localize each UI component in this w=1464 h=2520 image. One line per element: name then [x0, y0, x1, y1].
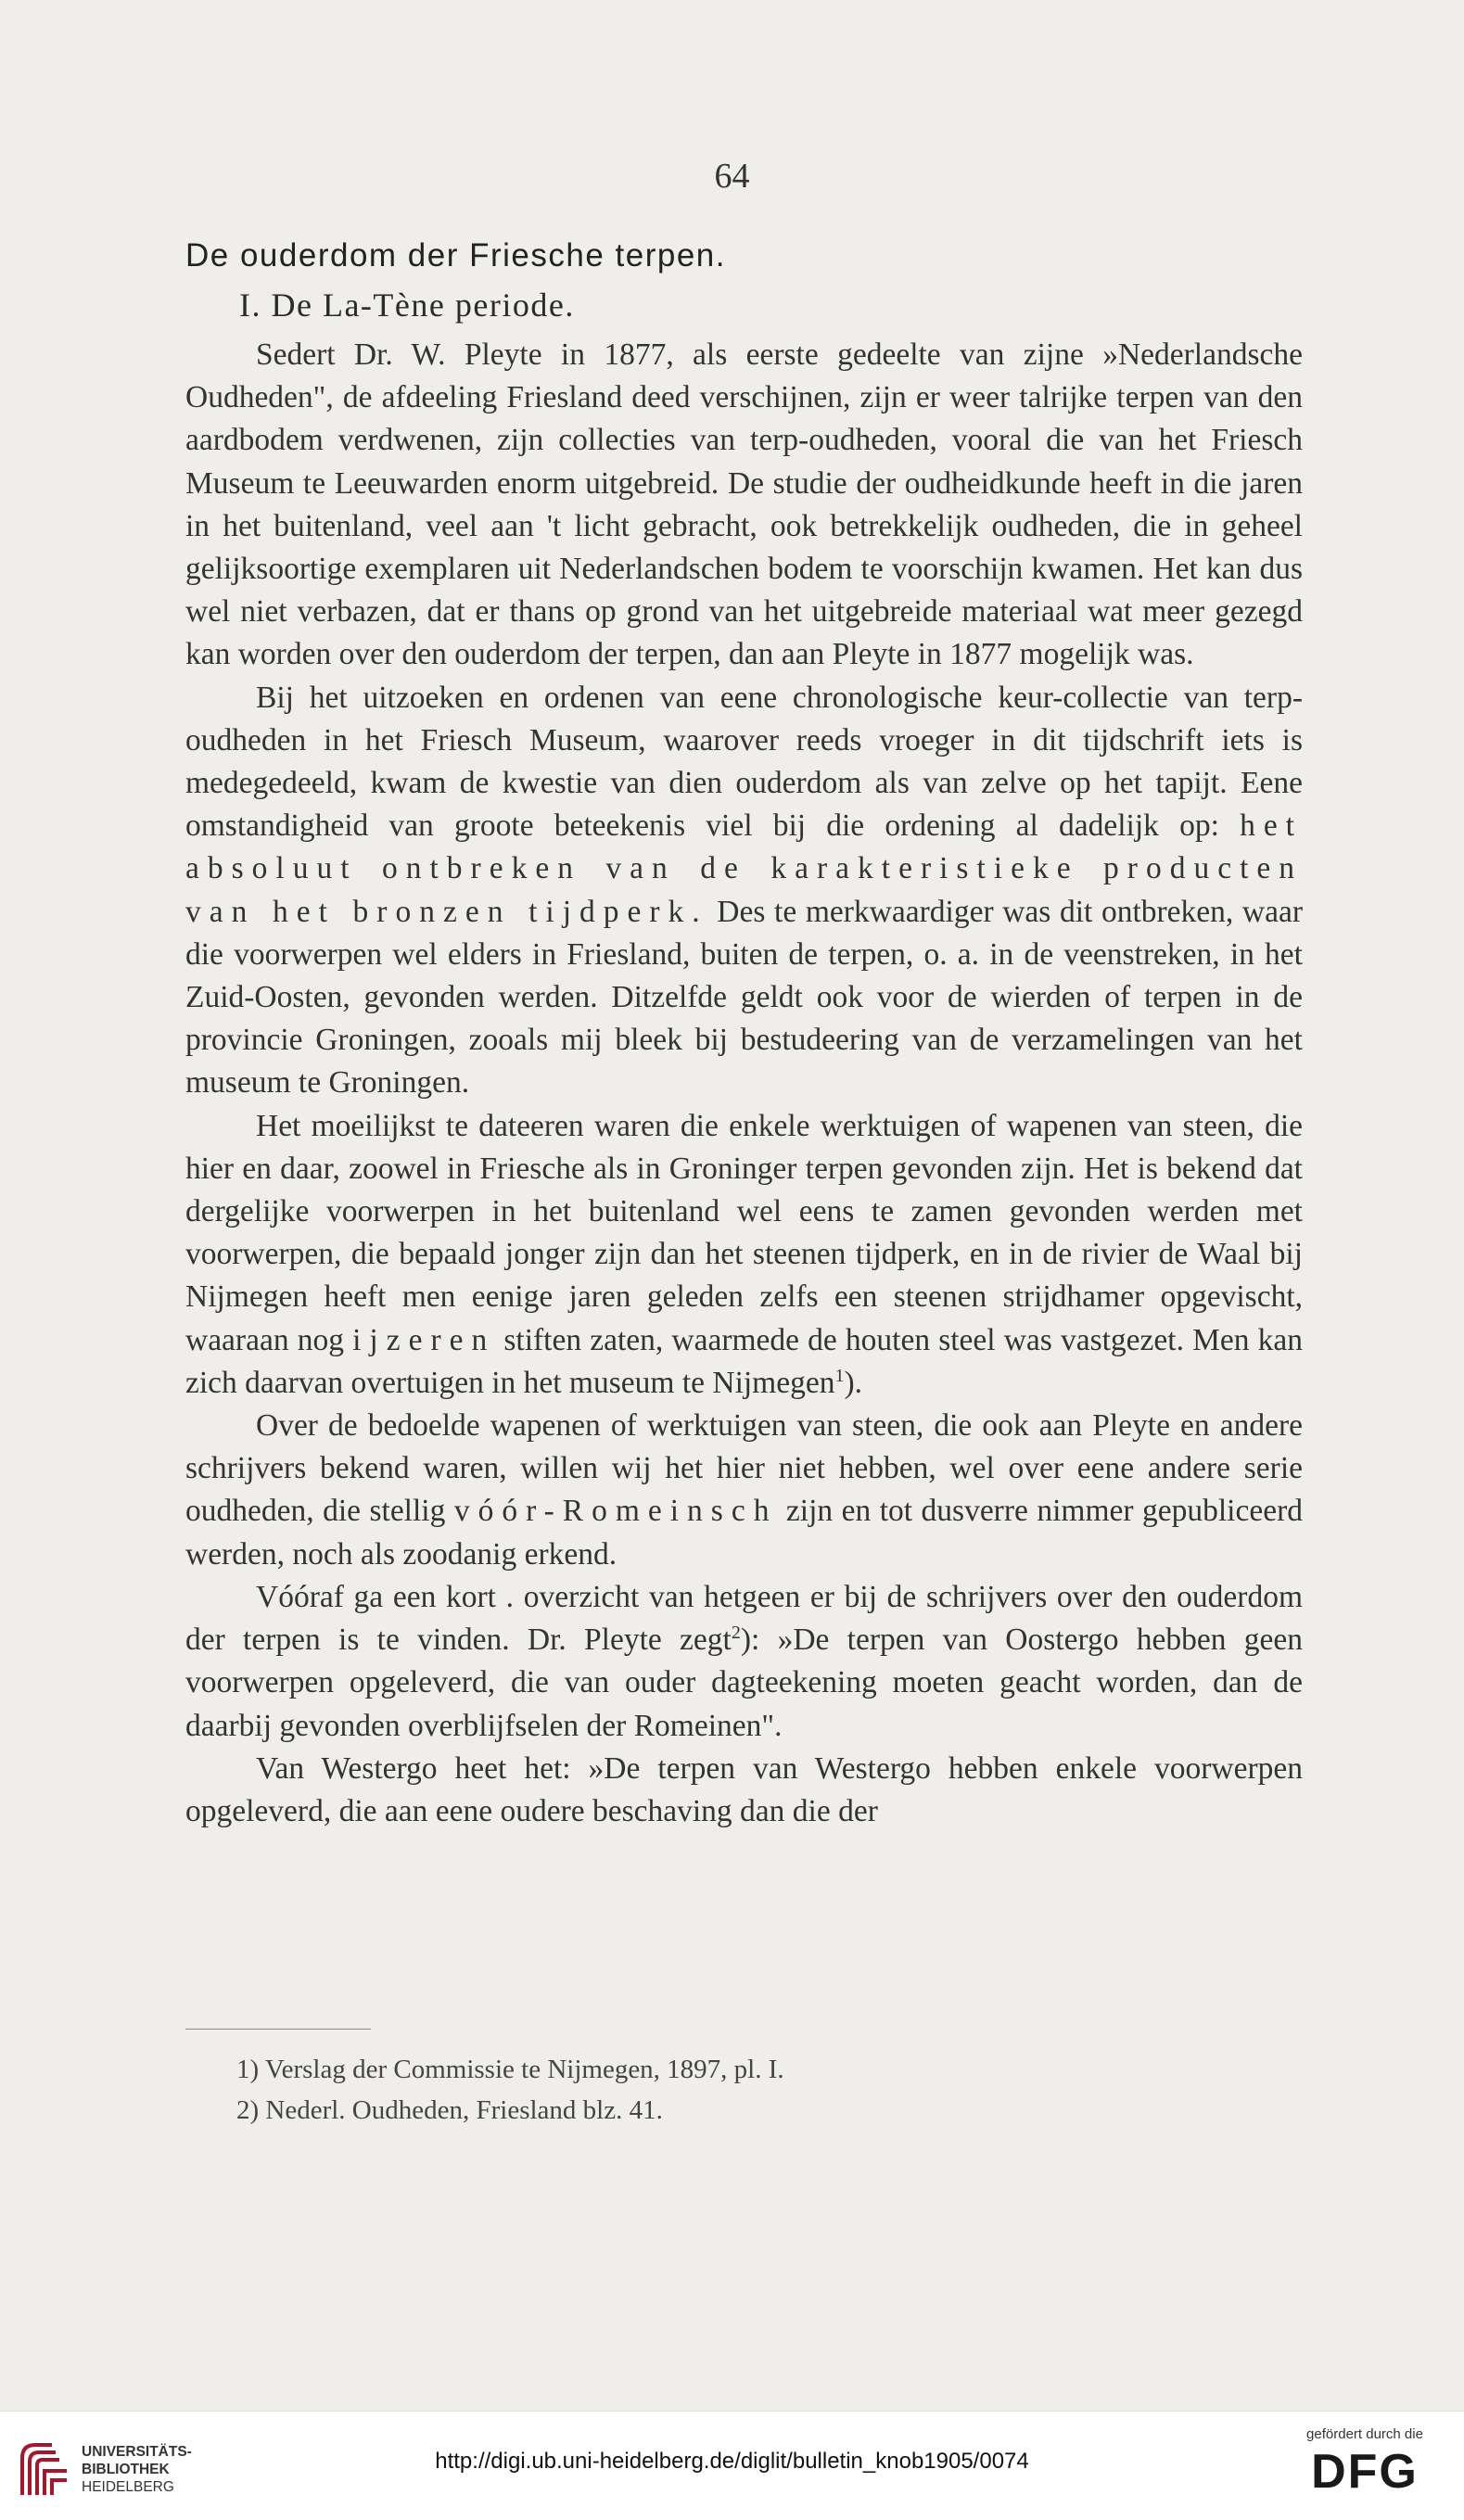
viewer-footer	[0, 2411, 1464, 2520]
institution-line: BIBLIOTHEK	[82, 2462, 170, 2477]
footnote-marker[interactable]: 1	[834, 1365, 845, 1386]
paragraph-text: Het moeilijkst te dateeren waren die enkele werktuigen of wapenen van steen, die hier en daar, zoowel in Friesche als in Groninger terpen gevonden zijn. Het is bekend dat dergelijke voorwerpen in het buitenland wel eens te zamen gevonden werden met voorwerpen, die bepaald jonger zijn dan het steenen tijdperk, en in de rivier de Waal bij Nijmegen heeft men eenige jaren geleden zelfs een steenen strijdhamer opgevischt, waaraan nog	[185, 1108, 1303, 1357]
body-text	[185, 334, 1303, 1833]
emphasized-text: ijzeren	[352, 1322, 496, 1357]
dfg-logo: DFG	[1311, 2445, 1419, 2499]
institution-line: UNIVERSITÄTS-	[82, 2444, 192, 2460]
footnote-1: 1) Verslag der Commissie te Nijmegen, 1897, pl. I.	[236, 2055, 784, 2084]
paragraph-text: ): »De terpen van Oostergo hebben geen voorwerpen opgeleverd, die van ouder dagteekening moeten geacht worden, dan de daarbij gevonden overblijfselen der Romeinen".	[185, 1623, 1304, 1743]
sponsor-label: gefördert durch die	[1306, 2426, 1423, 2442]
paragraph-text: Bij het uitzoeken en ordenen van eene chronologische keur-collectie van terp-oudheden in het Friesch Museum, waarover reeds vroeger in dit tijdschrift iets is medegedeeld, kwam de kwestie van dien ouderdom als van zelve op het tapijt. Eene omstandigheid van groote beteekenis viel bij die ordening al dadelijk op:	[185, 680, 1303, 844]
footnote-divider	[185, 2029, 371, 2030]
paragraph-1: Sedert Dr. W. Pleyte in 1877, als eerste gedeelte van zijne »Nederlandsche Oudheden", de afdeeling Friesland deed verschijnen, zijn er weer talrijke terpen van den aardbodem verdwenen, zijn collecties van terp-oudheden, vooral die van het Friesch Museum te Leeuwarden enorm uitgebreid. De studie der oudheidkunde heeft in die jaren in het buitenland, veel aan 't licht gebracht, ook betrekkelijk oudheden, die in geheel gelijksoortige exemplaren uit Nederlandschen bodem te voorschijn kwamen. Het kan dus wel niet verbazen, dat er thans op grond van het uitgebreide materiaal wat meer gezegd kan worden over den ouderdom der terpen, dan aan Pleyte in 1877 mogelijk was.	[185, 337, 1303, 672]
page-number: 64	[714, 157, 750, 196]
paragraph-6: Van Westergo heet het: »De terpen van Westergo hebben enkele voorwerpen opgeleverd, die aan eene oudere beschaving dan die der	[185, 1750, 1303, 1828]
paragraph-text: Over de bedoelde wapenen of werktuigen van steen, die ook aan Pleyte en andere schrijvers bekend waren, willen wij het hier niet hebben, wel over eene andere serie oudheden, die stellig	[185, 1408, 1303, 1529]
permalink-url[interactable]: http://digi.ub.uni-heidelberg.de/diglit/bulletin_knob1905/0074	[435, 2449, 1029, 2474]
section-title: I. De La-Tène periode.	[239, 286, 575, 324]
footnotes	[236, 2049, 784, 2131]
sponsor-block[interactable]	[1286, 2426, 1444, 2498]
footnote-marker[interactable]: 2	[731, 1622, 741, 1643]
institution-line: HEIDELBERG	[82, 2479, 174, 2495]
paragraph-text: stiften zaten, waarmede de houten steel was vastgezet. Men kan zich daarvan overtuigen in het museum te Nijmegen	[185, 1322, 1304, 1400]
emphasized-text: vóór-Romeinsch	[453, 1494, 778, 1529]
footnote-2: 2) Nederl. Oudheden, Friesland blz. 41.	[236, 2095, 663, 2125]
paragraph-text: ).	[844, 1365, 863, 1400]
paragraph-text: zijn en tot dusverre nimmer gepubliceerd werden, noch als zoodanig erkend.	[185, 1494, 1303, 1572]
paragraph-3	[185, 1105, 1303, 1405]
paragraph-5	[185, 1576, 1303, 1748]
emphasized-text: het absoluut ontbreken van de karakteristieke producten van het bronzen tijdperk.	[185, 808, 1303, 929]
paragraph-2	[185, 677, 1303, 1105]
article-title: De ouderdom der Friesche terpen.	[185, 237, 726, 274]
paragraph-text: Vóóraf ga een kort . overzicht van hetgeen er bij de schrijvers over den ouderdom der terpen is te vinden. Dr. Pleyte zegt	[185, 1579, 1303, 1658]
paragraph-text: Des te merkwaardiger was dit ontbreken, waar die voorwerpen wel elders in Friesland, buiten de terpen, o. a. in de veenstreken, in het Zuid-Oosten, gevonden werden. Ditzelfde geldt ook voor de wierden of terpen in de provincie Groningen, zooals mij bleek bij bestudeering van de verzamelingen van het museum te Groningen.	[185, 894, 1304, 1101]
paragraph-4	[185, 1405, 1303, 1576]
